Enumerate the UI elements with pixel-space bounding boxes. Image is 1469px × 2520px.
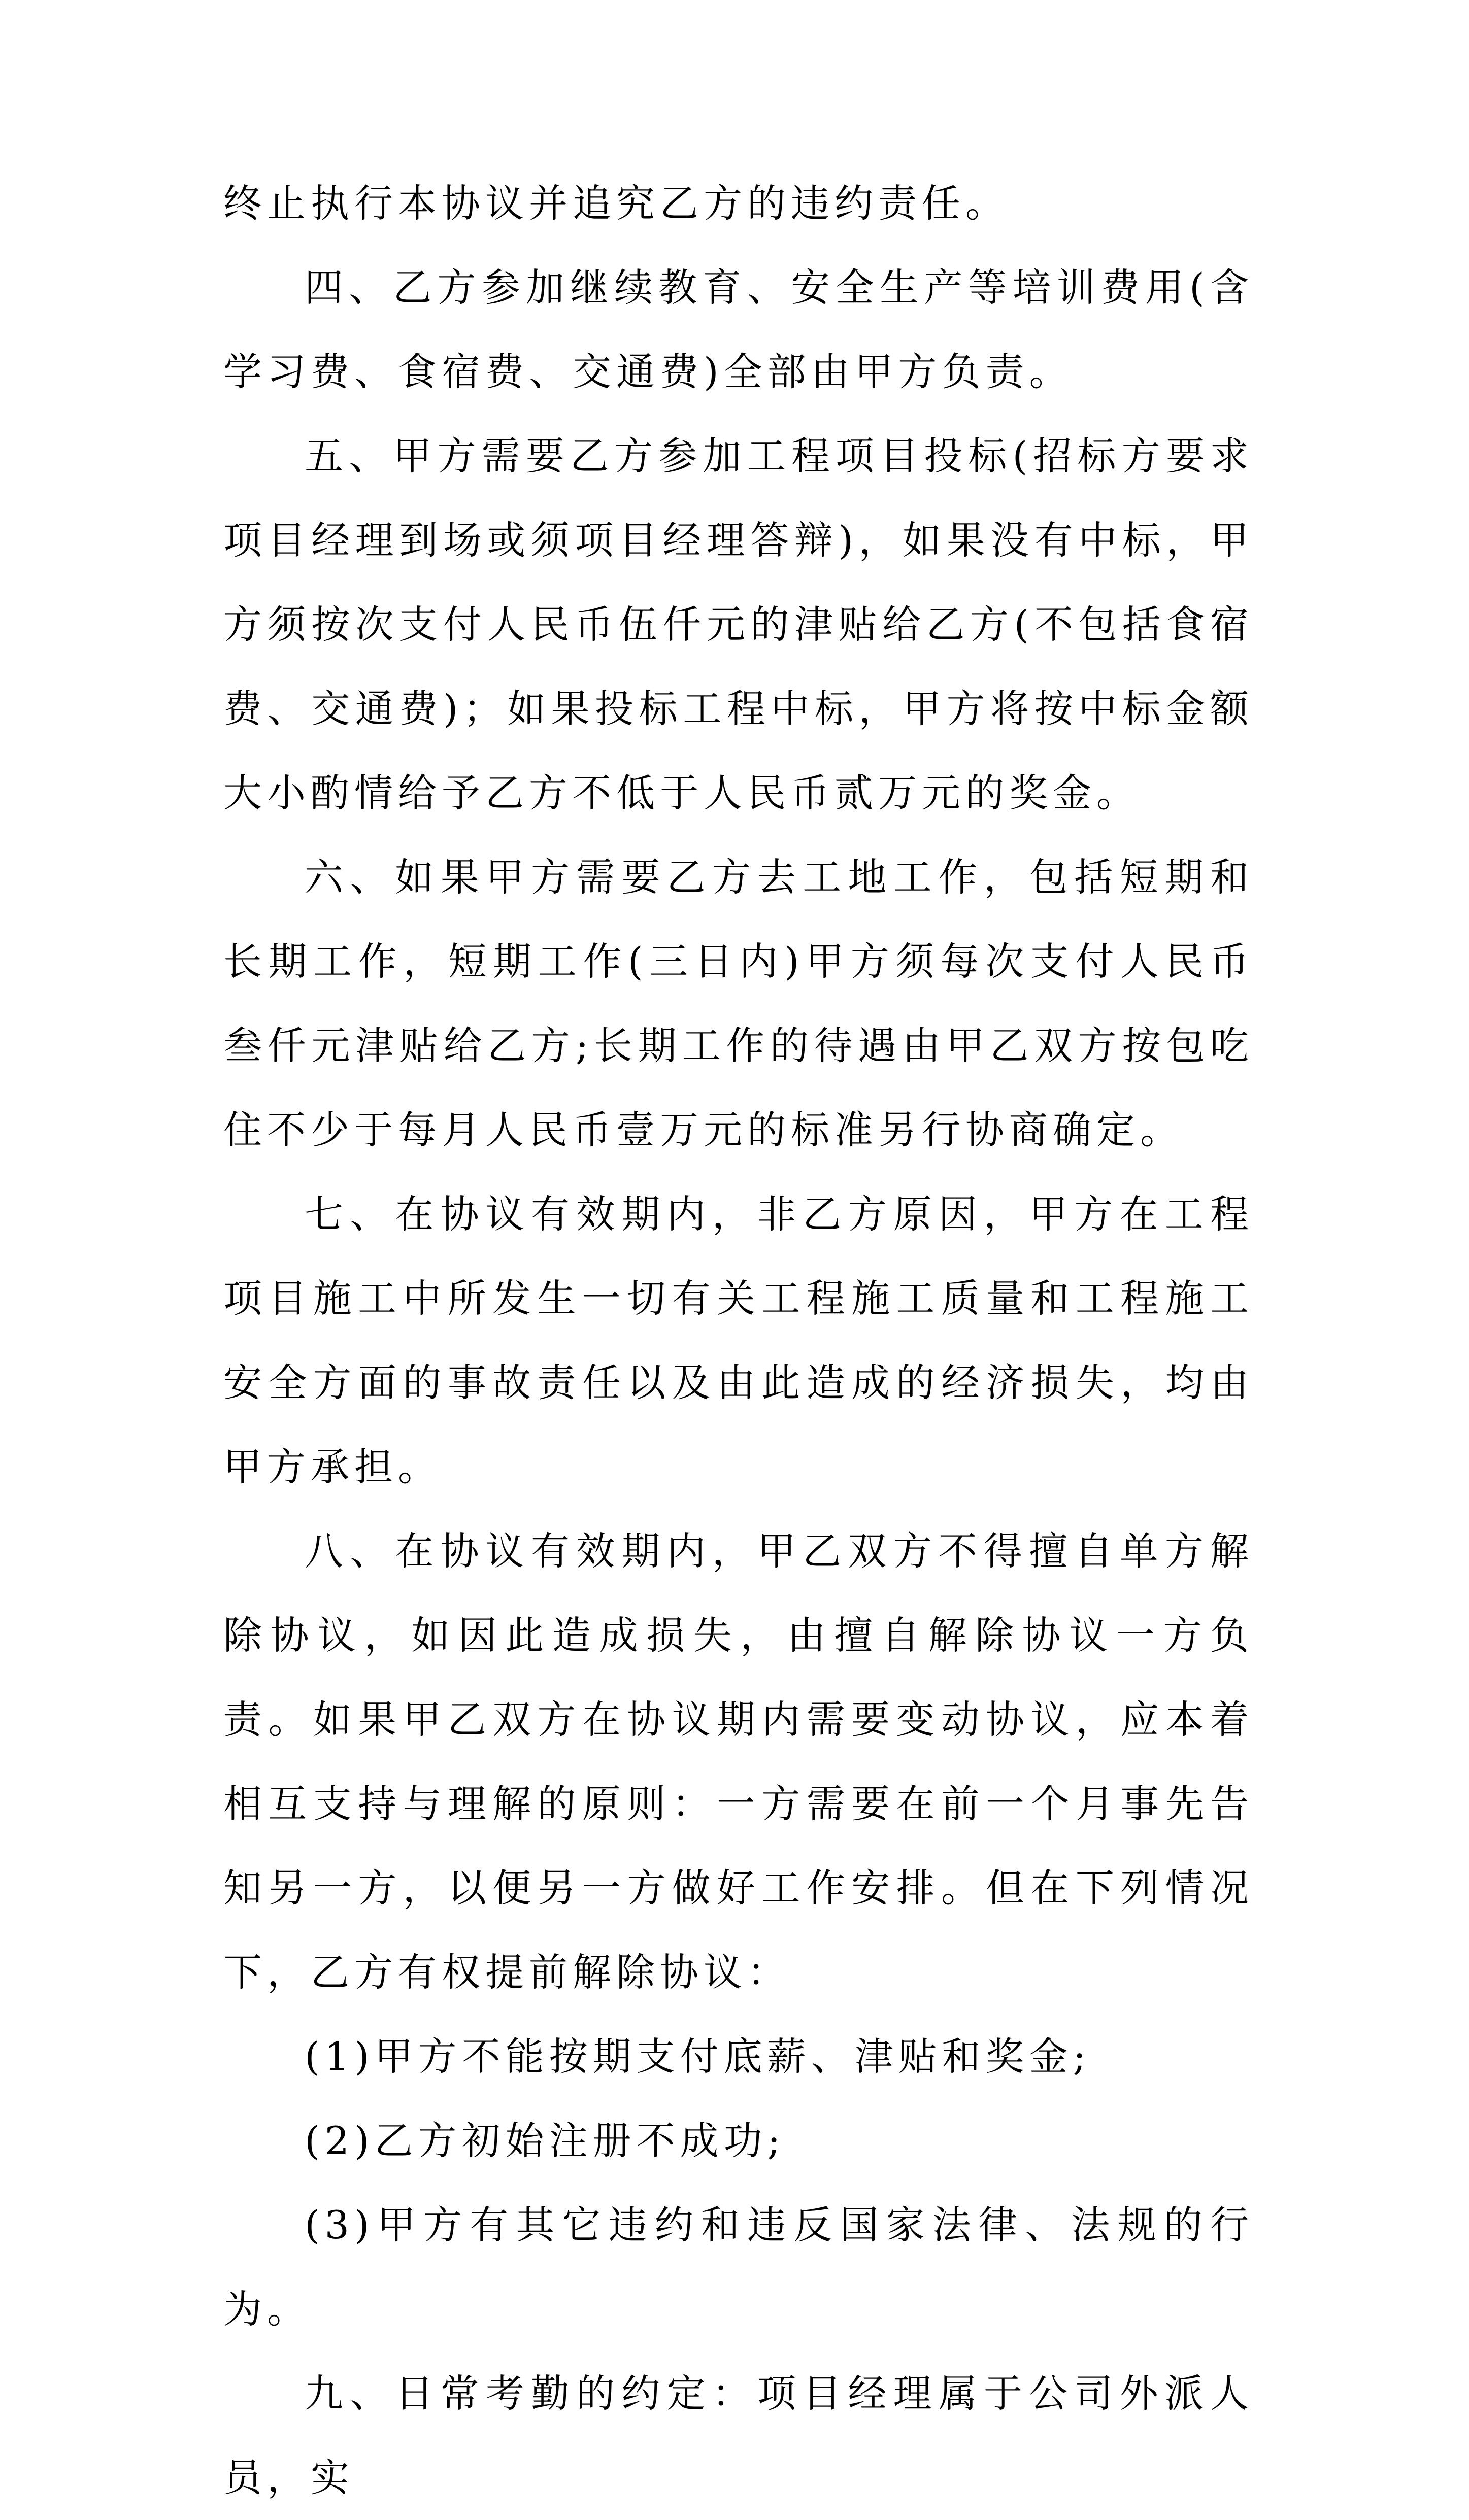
paragraph-clause-8-item-1: (1)甲方不能按期支付底薪、津贴和奖金; (305, 2034, 1091, 2079)
paragraph-continuation: 终止执行本协议并追究乙方的违约责任。 (223, 181, 1009, 226)
document-body (223, 161, 1254, 2520)
paragraph-clause-6: 六、如果甲方需要乙方去工地工作，包括短期和长期工作，短期工作(三日内)甲方须每次支付人民币叁仟元津贴给乙方;长期工作的待遇由甲乙双方按包吃住不少于每月人民币壹万元的标准另行协商确定。 (223, 855, 1254, 1152)
paragraph-clause-5: 五、甲方需要乙方参加工程项目投标(招标方要求项目经理到场或须项目经理答辩)，如果没有中标，甲方须按次支付人民币伍仟元的津贴给乙方(不包括食宿费、交通费)；如果投标工程中标，甲方将按中标金额大小酌情给予乙方不低于人民币贰万元的奖金。 (223, 433, 1254, 815)
paragraph-clause-4: 四、乙方参加继续教育、安全生产等培训费用(含学习费、食宿费、交通费)全部由甲方负责。 (223, 265, 1254, 394)
paragraph-clause-7: 七、在协议有效期内，非乙方原因，甲方在工程项目施工中所发生一切有关工程施工质量和工程施工安全方面的事故责任以及由此造成的经济损失，均由甲方承担。 (223, 1191, 1254, 1489)
paragraph-clause-8: 八、在协议有效期内，甲乙双方不得擅自单方解除协议，如因此造成损失，由擅自解除协议一方负责。如果甲乙双方在协议期内需要变动协议，应本着相互支持与理解的原则：一方需要在前一个月事先告知另一方，以便另一方做好工作安排。但在下列情况下，乙方有权提前解除协议： (223, 1528, 1254, 1995)
paragraph-clause-9: 九、日常考勤的约定：项目经理属于公司外派人员，实 (223, 2371, 1254, 2500)
paragraph-clause-8-item-3: (3)甲方有其它违约和违反国家法律、法规的行为。 (223, 2202, 1254, 2332)
paragraph-clause-8-item-2: (2)乙方初始注册不成功; (305, 2118, 786, 2163)
